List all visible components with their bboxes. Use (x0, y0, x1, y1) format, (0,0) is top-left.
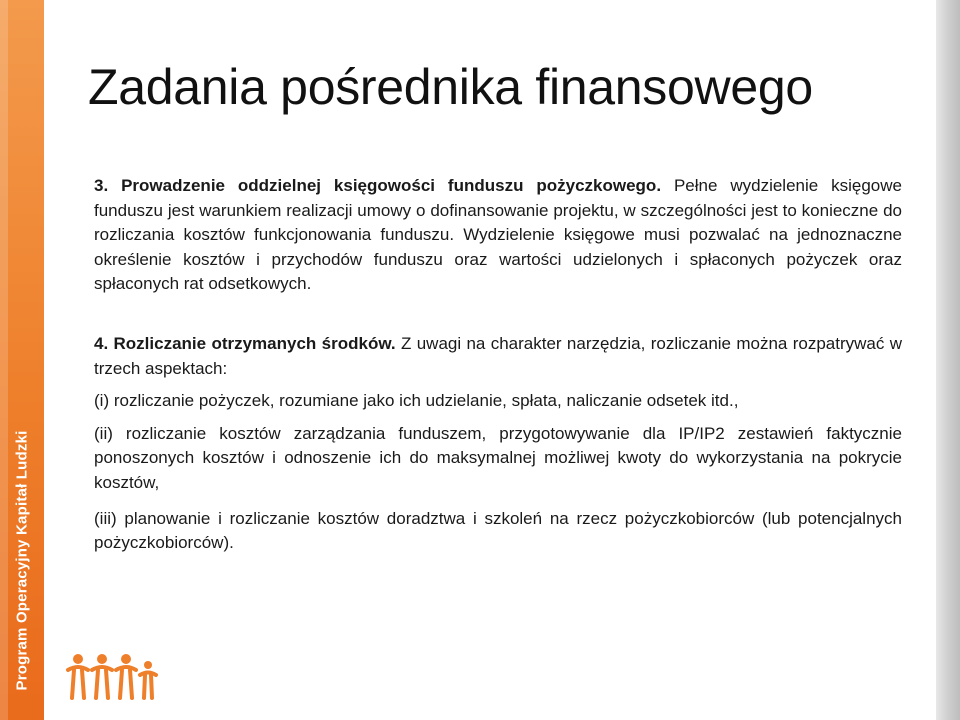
slide-body (94, 174, 902, 556)
aspect-2: (ii) rozliczanie kosztów zarządzania funduszem, przygotowywanie dla IP/IP2 zestawień faktycznie ponoszonych kosztów i odnoszenie ich do maksymalnej możliwej kwoty do wykorzystania na pokrycie kosztów, (94, 423, 902, 492)
slide-title: Zadania pośrednika finansowego (88, 59, 813, 115)
item-3-body: Pełne wydzielenie księgowe funduszu jest warunkiem realizacji umowy o dofinansowanie projektu, w szczególności jest to konieczne do rozliczania kosztów funkcjonowania funduszu. Wydzielenie księgowe musi pozwalać na jednoznaczne określenie kosztów i przychodów funduszu oraz wartości udzielonych i spłaconych pożyczek oraz spłaconych rat odsetkowych. (94, 176, 902, 294)
paragraph-item-3 (94, 174, 902, 297)
aspect-1: (i) rozliczanie pożyczek, rozumiane jako ich udzielanie, spłata, naliczanie odsetek itd., (94, 391, 739, 411)
item-4-body: Z uwagi na charakter narzędzia, rozliczanie można rozpatrywać w trzech aspektach: (94, 333, 902, 378)
item-4-heading: 4. Rozliczanie otrzymanych środków. (94, 333, 396, 353)
brand-program-name: Program Operacyjny Kapitał Ludzki (13, 429, 31, 691)
brand-side-bar (0, 0, 44, 720)
right-edge-bar (936, 0, 960, 720)
item-3-heading: 3. Prowadzenie oddzielnej księgowości funduszu pożyczkowego. (94, 176, 662, 195)
side-bar-highlight (0, 0, 8, 720)
paragraph-item-4 (94, 332, 902, 381)
brand-vertical-label (8, 420, 36, 700)
people-figures-logo-icon (64, 650, 160, 702)
aspect-3: (iii) planowanie i rozliczanie kosztów doradztwa i szkoleń na rzecz pożyczkobiorców (lub potencjalnych pożyczkobiorców). (94, 508, 902, 553)
